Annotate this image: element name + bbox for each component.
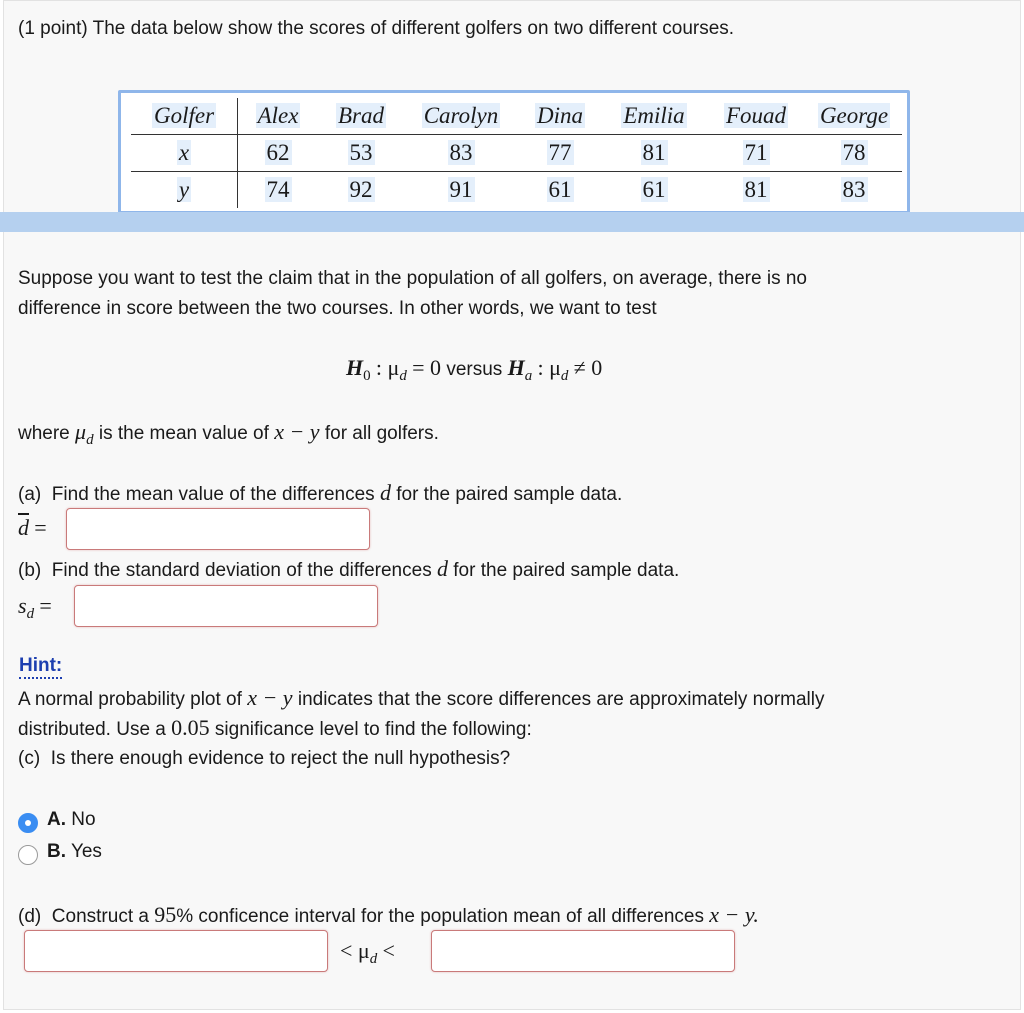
y-value: 61	[548, 177, 572, 202]
x-value: 77	[518, 135, 602, 172]
golfer-name: Alex	[238, 98, 319, 135]
row-header-y: y	[131, 172, 238, 209]
y-value: 83	[842, 177, 866, 202]
golfer-name: Fouad	[706, 98, 806, 135]
hint-link[interactable]: Hint:	[19, 655, 62, 679]
mean-difference-input[interactable]	[66, 508, 370, 550]
part-a-lhs: $\overline{d}$ =	[18, 515, 47, 540]
option-b-radio[interactable]	[18, 845, 38, 865]
part-b-question: (b) Find the standard deviation of the differences d for the paired sample data.	[18, 556, 680, 581]
x-value: 62	[238, 135, 319, 172]
claim-line-2: difference in score between the two courses. In other words, we want to test	[18, 298, 657, 319]
std-deviation-input[interactable]	[74, 585, 378, 627]
option-b-label[interactable]: B. Yes	[47, 841, 102, 862]
x-value: 71	[706, 135, 806, 172]
golfer-name: Brad	[318, 98, 404, 135]
row-header-x: x	[131, 135, 238, 172]
ci-lower-input[interactable]	[24, 930, 328, 972]
table-row-x	[131, 135, 902, 172]
y-value: 61	[642, 177, 666, 202]
ci-upper-input[interactable]	[431, 930, 735, 972]
hypothesis: $H_0$ : $\mu_d = 0$ versus $H_a$ : $\mu_d \ne 0$	[346, 355, 603, 384]
row-header-golfer: Golfer	[131, 98, 238, 135]
where-line: where $\mu_d$ is the mean value of x − y for all golfers.	[18, 419, 439, 448]
ci-between: < $\mu_d$ <	[340, 938, 395, 967]
normal-line-2: distributed. Use a 0.05 significance level to find the following:	[18, 715, 532, 740]
table-row-y	[131, 172, 902, 209]
y-value: 74	[266, 177, 290, 202]
golfer-name: Dina	[518, 98, 602, 135]
data-table-box	[118, 90, 910, 214]
golfer-name: Carolyn	[404, 98, 518, 135]
problem-header: (1 point) The data below show the scores of different golfers on two different courses.	[18, 18, 735, 39]
part-b-lhs: $s_d$ =	[18, 593, 52, 622]
claim-line-1: Suppose you want to test the claim that in the population of all golfers, on average, there is no	[18, 268, 807, 289]
x-value: 83	[404, 135, 518, 172]
part-c-question: (c) Is there enough evidence to reject the null hypothesis?	[18, 748, 511, 769]
golfer-table	[131, 98, 902, 208]
x-value: 53	[318, 135, 404, 172]
table-header-row	[131, 98, 902, 135]
y-value: 92	[349, 177, 373, 202]
option-a-radio[interactable]	[18, 813, 38, 833]
part-a-question: (a) Find the mean value of the differences d for the paired sample data.	[18, 480, 623, 505]
option-a-label[interactable]: A. No	[47, 809, 96, 830]
part-d-question: (d) Construct a 95% conficence interval for the population mean of all differences x − y.	[18, 902, 759, 927]
y-value: 81	[744, 177, 768, 202]
x-value: 81	[602, 135, 706, 172]
x-value: 78	[806, 135, 902, 172]
y-value: 91	[449, 177, 473, 202]
golfer-name: Emilia	[602, 98, 706, 135]
divider-band	[0, 212, 1024, 232]
golfer-name: George	[806, 98, 902, 135]
normal-line-1: A normal probability plot of x − y indicates that the score differences are approximately normally	[18, 685, 825, 710]
